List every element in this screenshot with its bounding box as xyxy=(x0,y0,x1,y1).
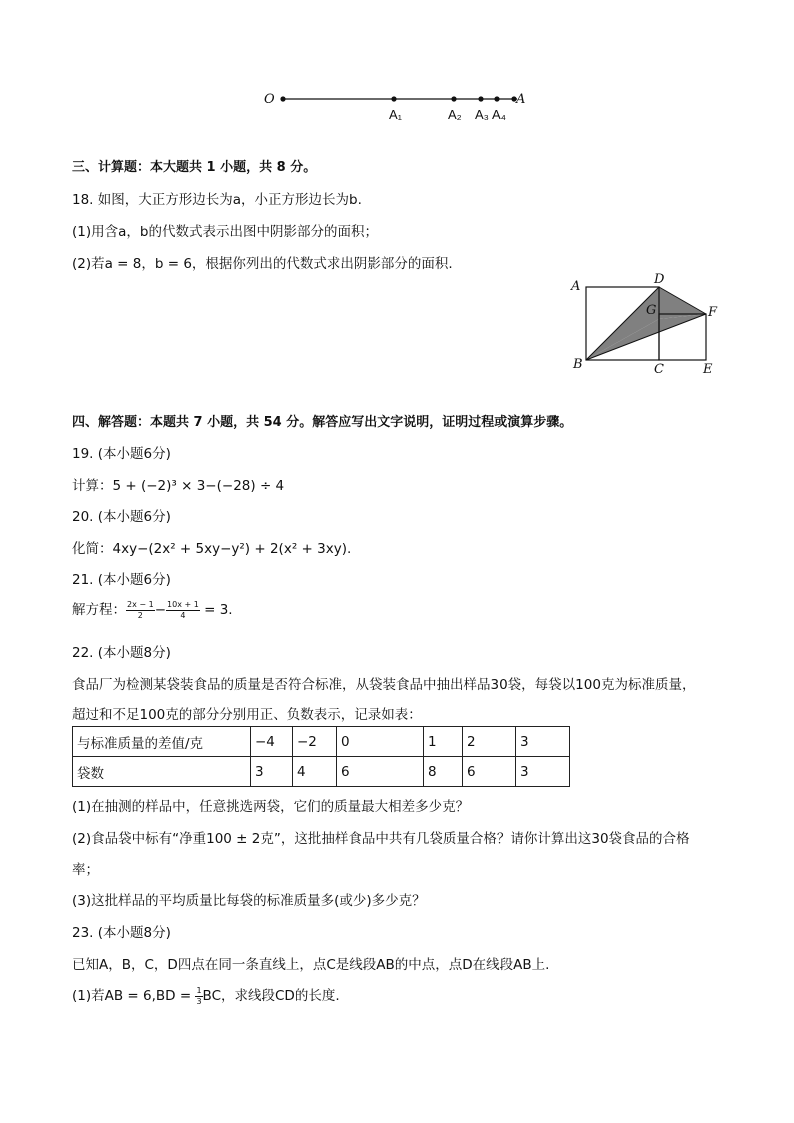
q21-fraction-2 xyxy=(166,601,200,620)
table-cell: 8 xyxy=(424,757,463,787)
fig-label-D: D xyxy=(654,272,665,287)
fig-label-G: G xyxy=(646,303,657,318)
table-cell: 袋数 xyxy=(73,757,251,787)
table-cell: 2 xyxy=(463,727,516,757)
q22-part2a: (2)食品袋中标有“净重100 ± 2克”，这批抽样食品中共有几袋质量合格？请你计算出这30袋食品的合格 xyxy=(72,831,690,847)
fig-label-B: B xyxy=(573,357,583,372)
q22-part2b: 率； xyxy=(72,862,99,878)
q23-part1 xyxy=(72,984,340,1006)
q23-frac-num: 1 xyxy=(196,985,202,995)
table-cell: 3 xyxy=(516,757,570,787)
q20-head: 20. (本小题6分) xyxy=(72,509,171,525)
q22-line2: 超过和不足100克的部分分别用正、负数表示，记录如表： xyxy=(72,707,422,723)
q22-head: 22. (本小题8分) xyxy=(72,645,171,661)
label-O: O xyxy=(264,92,275,107)
q18-stem: 18. 如图，大正方形边长为a，小正方形边长为b. xyxy=(72,192,362,208)
q21-frac2-num: 10x + 1 xyxy=(167,599,199,609)
q21-head: 21. (本小题6分) xyxy=(72,572,171,588)
table-cell: 6 xyxy=(337,757,424,787)
label-A2: A₂ xyxy=(448,107,462,122)
table-cell: 与标准质量的差值/克 xyxy=(73,727,251,757)
label-A-end: A xyxy=(516,92,526,107)
q19-body: 计算：5 + (−2)³ × 3−(−28) ÷ 4 xyxy=(72,478,285,494)
q21-frac1-den: 2 xyxy=(137,610,143,620)
q22-line1: 食品厂为检测某袋装食品的质量是否符合标准，从袋装食品中抽出样品30袋，每袋以100克为标准质量， xyxy=(72,677,696,693)
fig-label-F: F xyxy=(708,305,718,320)
point-A2 xyxy=(451,96,456,101)
q23-frac-den: 3 xyxy=(196,996,202,1006)
label-A4: A₄ xyxy=(492,107,506,122)
q23-part1-suffix: BC，求线段CD的长度. xyxy=(202,988,340,1004)
q22-part3: (3)这批样品的平均质量比每袋的标准质量多(或少)多少克？ xyxy=(72,893,426,909)
q23-fraction xyxy=(195,987,202,1006)
section4-heading: 四、解答题：本题共 7 小题，共 54 分。解答应写出文字说明，证明过程或演算步骤。 xyxy=(72,415,573,430)
q23-body: 已知A，B，C，D四点在同一条直线上，点C是线段AB的中点，点D在线段AB上. xyxy=(72,957,550,973)
fig-label-A: A xyxy=(571,279,581,294)
point-A1 xyxy=(391,96,396,101)
q21-prefix: 解方程： xyxy=(72,602,126,618)
point-O xyxy=(280,96,285,101)
point-A4 xyxy=(494,96,499,101)
q21-fraction-1 xyxy=(126,601,155,620)
table-row xyxy=(73,757,570,787)
table-cell: 3 xyxy=(516,727,570,757)
q18-part2: (2)若a = 8，b = 6，根据你列出的代数式求出阴影部分的面积. xyxy=(72,256,453,272)
table-cell: −4 xyxy=(251,727,293,757)
section3-heading: 三、计算题：本大题共 1 小题，共 8 分。 xyxy=(72,160,317,175)
q21-minus: − xyxy=(154,602,167,618)
record-table xyxy=(72,726,570,787)
table-cell: 6 xyxy=(463,757,516,787)
q21-frac1-num: 2x − 1 xyxy=(127,599,154,609)
fig-label-C: C xyxy=(654,362,664,377)
q21-frac2-den: 4 xyxy=(180,610,186,620)
point-A3 xyxy=(478,96,483,101)
q18-part1: (1)用含a，b的代数式表示出图中阴影部分的面积； xyxy=(72,224,378,240)
fig-label-E: E xyxy=(703,362,713,377)
q21-body xyxy=(72,598,233,620)
q23-head: 23. (本小题8分) xyxy=(72,925,171,941)
q19-head: 19. (本小题6分) xyxy=(72,446,171,462)
table-cell: 1 xyxy=(424,727,463,757)
q21-suffix: = 3. xyxy=(199,602,233,618)
label-A3: A₃ xyxy=(475,107,489,122)
label-A1: A₁ xyxy=(389,107,403,122)
q20-body: 化简：4xy−(2x² + 5xy−y²) + 2(x² + 3xy). xyxy=(72,541,352,557)
table-cell: 0 xyxy=(337,727,424,757)
q22-part1: (1)在抽测的样品中，任意挑选两袋，它们的质量最大相差多少克？ xyxy=(72,799,470,815)
table-cell: 4 xyxy=(293,757,337,787)
q23-part1-prefix: (1)若AB = 6,BD = xyxy=(72,988,196,1004)
table-row xyxy=(73,727,570,757)
table-cell: −2 xyxy=(293,727,337,757)
table-cell: 3 xyxy=(251,757,293,787)
